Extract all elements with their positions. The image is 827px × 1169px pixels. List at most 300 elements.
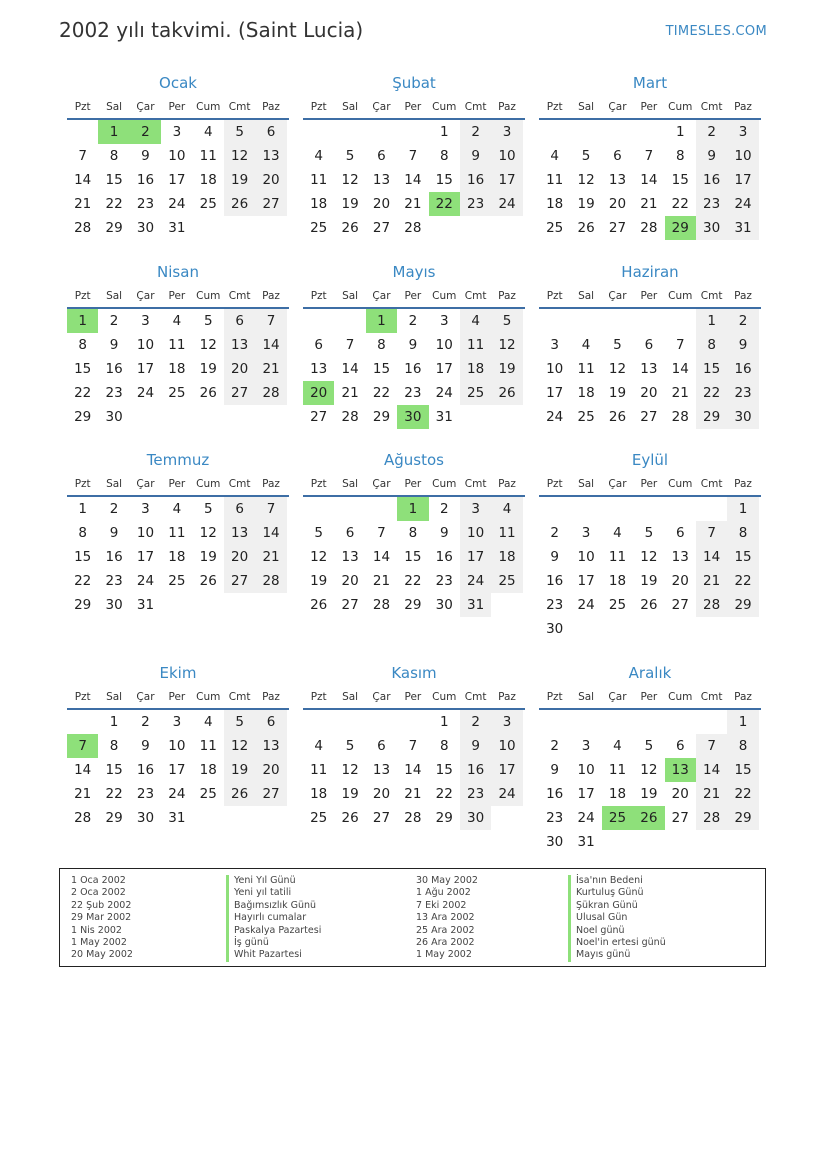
empty-day-cell [161, 593, 192, 617]
day-cell: 22 [671, 196, 689, 212]
empty-day-cell [193, 593, 224, 617]
day-cell: 30 [546, 834, 564, 850]
day-cell: 15 [74, 361, 92, 377]
week-row [539, 593, 761, 617]
day-cell: 6 [613, 148, 622, 164]
weekday-label: Per [404, 290, 422, 302]
day-cell: 28 [671, 409, 689, 425]
day-cell: 16 [460, 758, 491, 782]
month-block [539, 447, 761, 641]
day-cell: 13 [224, 521, 255, 545]
weekday-label: Çar [136, 101, 155, 113]
month-name: Nisan [157, 263, 199, 281]
day-cell: 17 [460, 545, 491, 569]
day-cell: 11 [608, 549, 627, 565]
day-cell: 19 [491, 357, 522, 381]
weekday-header [539, 473, 761, 497]
day-cell: 23 [727, 381, 758, 405]
day-cell: 6 [314, 337, 323, 353]
day-cell: 26 [310, 597, 328, 613]
empty-day-cell [224, 593, 255, 617]
day-cell: 7 [696, 734, 727, 758]
empty-day-cell [303, 120, 334, 144]
day-cell: 20 [671, 786, 689, 802]
weekday-label: Cum [432, 101, 457, 113]
weekday-label: Pzt [310, 290, 327, 302]
week-row [303, 192, 525, 216]
weekday-label: Per [640, 478, 658, 490]
day-cell: 23 [460, 192, 491, 216]
day-cell: 20 [372, 786, 391, 802]
weekday-header [303, 686, 525, 710]
day-cell: 29 [105, 220, 123, 236]
day-cell: 6 [224, 497, 255, 521]
week-row [303, 593, 525, 617]
legend-holiday-name: Noel'in ertesi günü [568, 937, 666, 949]
weekday-label: Cum [196, 290, 221, 302]
day-cell: 16 [460, 168, 491, 192]
day-cell: 1 [727, 497, 758, 521]
weekday-label: Paz [734, 290, 752, 302]
week-row [303, 309, 525, 333]
day-cell: 29 [105, 810, 123, 826]
weekday-label: Per [168, 478, 186, 490]
week-row [67, 192, 289, 216]
day-cell: 4 [581, 337, 591, 353]
month-block [539, 70, 761, 240]
day-cell: 17 [136, 549, 155, 565]
week-row [539, 806, 761, 830]
legend-holiday-name: Whit Pazartesi [226, 949, 321, 961]
legend-names-column-2 [568, 875, 666, 962]
day-cell: 10 [136, 525, 155, 541]
day-cell: 17 [168, 762, 186, 778]
empty-day-cell [334, 120, 365, 144]
day-cell: 8 [408, 525, 418, 541]
empty-day-cell [366, 120, 397, 144]
day-cell: 17 [577, 786, 595, 802]
week-row [67, 381, 289, 405]
day-cell: 8 [78, 337, 87, 353]
day-cell: 8 [727, 521, 758, 545]
day-cell: 25 [168, 573, 186, 589]
page-title: 2002 yılı takvimi. (Saint Lucia) [59, 18, 364, 42]
day-cell: 6 [345, 525, 355, 541]
day-cell: 11 [577, 361, 595, 377]
day-cell: 2 [141, 714, 150, 730]
day-cell: 5 [644, 525, 654, 541]
day-cell: 9 [439, 525, 449, 541]
day-cell: 24 [168, 786, 186, 802]
day-cell: 9 [550, 549, 559, 565]
day-cell: 14 [255, 521, 286, 545]
empty-day-cell [255, 405, 286, 429]
legend-date: 13 Ara 2002 [416, 912, 475, 924]
day-cell: 17 [136, 361, 155, 377]
day-cell: 15 [404, 549, 422, 565]
day-cell: 4 [314, 148, 323, 164]
week-row [67, 806, 289, 830]
week-row [67, 593, 289, 617]
day-cell: 5 [491, 309, 522, 333]
day-cell: 30 [727, 405, 758, 429]
holiday-day-cell: 1 [366, 309, 397, 333]
weekday-label: Cmt [700, 478, 723, 490]
week-row [67, 120, 289, 144]
weekday-label: Cmt [228, 478, 251, 490]
weekday-label: Paz [262, 101, 280, 113]
week-row [303, 168, 525, 192]
week-row [303, 357, 525, 381]
weekday-label: Cum [432, 691, 457, 703]
weekday-label: Cmt [700, 290, 723, 302]
weekday-label: Paz [734, 691, 752, 703]
day-cell: 23 [105, 573, 123, 589]
day-cell: 25 [199, 196, 217, 212]
empty-day-cell [665, 830, 696, 854]
day-cell: 7 [255, 309, 286, 333]
day-cell: 12 [341, 172, 359, 188]
day-cell: 9 [141, 738, 150, 754]
empty-day-cell [665, 617, 696, 641]
day-cell: 22 [404, 573, 422, 589]
day-cell: 22 [105, 196, 123, 212]
day-cell: 24 [460, 569, 491, 593]
day-cell: 12 [491, 333, 522, 357]
day-cell: 7 [255, 497, 286, 521]
weekday-label: Çar [608, 101, 627, 113]
legend-holiday-name: İş günü [226, 937, 321, 949]
day-cell: 7 [644, 148, 654, 164]
legend-holiday-name: Hayırlı cumalar [226, 912, 321, 924]
day-cell: 2 [109, 313, 119, 329]
day-cell: 13 [608, 172, 627, 188]
day-cell: 16 [546, 573, 564, 589]
day-cell: 6 [675, 738, 685, 754]
day-cell: 8 [109, 148, 119, 164]
day-cell: 18 [168, 361, 186, 377]
day-cell: 26 [577, 220, 595, 236]
day-cell: 3 [491, 120, 522, 144]
day-cell: 29 [727, 593, 758, 617]
legend-date: 7 Eki 2002 [416, 899, 467, 911]
day-cell: 11 [199, 738, 217, 754]
day-cell: 27 [372, 220, 391, 236]
day-cell: 1 [727, 710, 758, 734]
day-cell: 9 [550, 762, 559, 778]
week-row [539, 497, 761, 521]
week-row [539, 521, 761, 545]
week-row [539, 758, 761, 782]
day-cell: 27 [608, 220, 627, 236]
day-cell: 24 [727, 192, 758, 216]
day-cell: 30 [696, 216, 727, 240]
week-row [539, 120, 761, 144]
site-link[interactable]: TIMESLES.COM [665, 24, 767, 39]
day-cell: 2 [550, 525, 559, 541]
month-name: Mart [632, 74, 668, 92]
day-cell: 16 [136, 172, 155, 188]
weekday-label: Per [168, 101, 186, 113]
weekday-label: Paz [262, 691, 280, 703]
day-cell: 5 [613, 337, 622, 353]
day-cell: 9 [141, 148, 150, 164]
day-cell: 26 [199, 573, 217, 589]
day-cell: 17 [435, 361, 453, 377]
empty-day-cell [539, 710, 570, 734]
day-cell: 12 [224, 144, 255, 168]
holiday-day-cell: 22 [429, 192, 460, 216]
week-row [539, 144, 761, 168]
day-cell: 15 [696, 357, 727, 381]
day-cell: 12 [199, 337, 217, 353]
day-cell: 24 [136, 573, 155, 589]
weekday-label: Cum [196, 101, 221, 113]
day-cell: 21 [696, 569, 727, 593]
week-row [539, 545, 761, 569]
day-cell: 4 [203, 714, 213, 730]
day-cell: 6 [644, 337, 654, 353]
weekday-label: Cmt [464, 290, 487, 302]
day-cell: 27 [255, 192, 286, 216]
weekday-label: Sal [342, 691, 359, 703]
day-cell: 8 [675, 148, 685, 164]
day-cell: 13 [372, 172, 391, 188]
day-cell: 10 [460, 521, 491, 545]
day-cell: 7 [377, 525, 386, 541]
holiday-day-cell: 2 [130, 120, 161, 144]
empty-day-cell [255, 806, 286, 830]
day-cell: 16 [435, 549, 453, 565]
day-cell: 16 [105, 361, 123, 377]
weekday-label: Per [404, 691, 422, 703]
weekday-label: Pzt [546, 101, 563, 113]
day-cell: 7 [696, 521, 727, 545]
day-cell: 30 [435, 597, 453, 613]
day-cell: 21 [255, 357, 286, 381]
day-cell: 2 [696, 120, 727, 144]
empty-day-cell [665, 710, 696, 734]
day-cell: 15 [74, 549, 92, 565]
day-cell: 7 [408, 148, 418, 164]
empty-day-cell [570, 497, 601, 521]
day-cell: 14 [74, 762, 92, 778]
day-cell: 4 [460, 309, 491, 333]
weekday-label: Paz [498, 290, 516, 302]
week-row [539, 309, 761, 333]
day-cell: 13 [341, 549, 359, 565]
day-cell: 15 [435, 762, 453, 778]
day-cell: 24 [491, 192, 522, 216]
day-cell: 23 [404, 385, 422, 401]
weekday-header [67, 285, 289, 309]
day-cell: 17 [491, 758, 522, 782]
day-cell: 8 [439, 148, 449, 164]
weekday-label: Çar [372, 290, 391, 302]
day-cell: 19 [577, 196, 595, 212]
day-cell: 28 [74, 810, 92, 826]
day-cell: 10 [577, 762, 595, 778]
day-cell: 11 [460, 333, 491, 357]
day-cell: 1 [109, 714, 119, 730]
day-cell: 25 [460, 381, 491, 405]
day-cell: 4 [314, 738, 323, 754]
day-cell: 5 [314, 525, 323, 541]
empty-day-cell [193, 216, 224, 240]
day-cell: 12 [640, 762, 658, 778]
weekday-label: Pzt [74, 290, 91, 302]
week-row [67, 216, 289, 240]
day-cell: 12 [310, 549, 328, 565]
week-row [303, 216, 525, 240]
weekday-label: Cum [432, 290, 457, 302]
empty-day-cell [130, 405, 161, 429]
day-cell: 14 [696, 758, 727, 782]
weekday-label: Paz [734, 478, 752, 490]
week-row [539, 333, 761, 357]
day-cell: 19 [310, 573, 328, 589]
day-cell: 9 [109, 525, 119, 541]
day-cell: 7 [345, 337, 355, 353]
day-cell: 19 [199, 361, 217, 377]
empty-day-cell [696, 830, 727, 854]
day-cell: 25 [199, 786, 217, 802]
empty-day-cell [255, 216, 286, 240]
day-cell: 25 [546, 220, 564, 236]
day-cell: 14 [341, 361, 359, 377]
weekday-label: Sal [342, 290, 359, 302]
empty-day-cell [570, 120, 601, 144]
legend-holiday-name: Paskalya Pazartesi [226, 925, 321, 937]
day-cell: 8 [696, 333, 727, 357]
legend-holiday-name: İsa'nın Bedeni [568, 875, 666, 887]
day-cell: 5 [345, 738, 355, 754]
weekday-label: Sal [106, 101, 123, 113]
weekday-label: Cum [432, 478, 457, 490]
empty-day-cell [633, 617, 664, 641]
weekday-label: Per [640, 290, 658, 302]
weekday-label: Cmt [464, 101, 487, 113]
day-cell: 9 [696, 144, 727, 168]
week-row [539, 830, 761, 854]
legend-date: 1 Ağu 2002 [416, 887, 471, 899]
empty-day-cell [491, 216, 522, 240]
day-cell: 14 [404, 172, 422, 188]
day-cell: 24 [168, 196, 186, 212]
empty-day-cell [602, 710, 633, 734]
day-cell: 27 [372, 810, 391, 826]
day-cell: 20 [608, 196, 627, 212]
day-cell: 18 [460, 357, 491, 381]
weekday-label: Pzt [74, 101, 91, 113]
day-cell: 1 [675, 124, 685, 140]
empty-day-cell [303, 710, 334, 734]
weekday-header [303, 473, 525, 497]
day-cell: 18 [491, 545, 522, 569]
month-block [303, 70, 525, 240]
week-row [67, 405, 289, 429]
day-cell: 22 [696, 381, 727, 405]
day-cell: 28 [255, 569, 286, 593]
day-cell: 5 [224, 710, 255, 734]
weekday-label: Per [640, 101, 658, 113]
day-cell: 9 [727, 333, 758, 357]
day-cell: 31 [577, 834, 595, 850]
legend-date: 2 Oca 2002 [71, 887, 126, 899]
legend-holiday-name: Ulusal Gün [568, 912, 666, 924]
day-cell: 25 [577, 409, 595, 425]
week-row [67, 168, 289, 192]
empty-day-cell [255, 593, 286, 617]
day-cell: 4 [172, 313, 182, 329]
day-cell: 10 [577, 549, 595, 565]
day-cell: 24 [577, 597, 595, 613]
empty-day-cell [602, 497, 633, 521]
week-row [539, 405, 761, 429]
day-cell: 22 [727, 782, 758, 806]
empty-day-cell [539, 497, 570, 521]
empty-day-cell [491, 806, 522, 830]
day-cell: 12 [640, 549, 658, 565]
day-cell: 11 [310, 172, 328, 188]
week-row [303, 497, 525, 521]
month-block [67, 259, 289, 429]
day-cell: 2 [109, 501, 119, 517]
day-cell: 22 [372, 385, 391, 401]
day-cell: 11 [608, 762, 627, 778]
empty-day-cell [633, 710, 664, 734]
day-cell: 6 [377, 148, 386, 164]
empty-day-cell [366, 497, 397, 521]
day-cell: 19 [608, 385, 627, 401]
week-row [539, 168, 761, 192]
day-cell: 14 [640, 172, 658, 188]
legend-date: 1 May 2002 [416, 949, 472, 961]
week-row [67, 357, 289, 381]
day-cell: 27 [310, 409, 328, 425]
week-row [303, 405, 525, 429]
month-block [67, 447, 289, 617]
day-cell: 21 [372, 573, 391, 589]
day-cell: 23 [696, 192, 727, 216]
day-cell: 19 [224, 168, 255, 192]
day-cell: 22 [727, 569, 758, 593]
day-cell: 16 [404, 361, 422, 377]
weekday-label: Paz [498, 101, 516, 113]
weekday-label: Çar [372, 101, 391, 113]
month-block [539, 259, 761, 429]
empty-day-cell [602, 617, 633, 641]
weekday-label: Pzt [546, 478, 563, 490]
day-cell: 16 [546, 786, 564, 802]
day-cell: 24 [136, 385, 155, 401]
month-name: Ağustos [384, 451, 444, 469]
weekday-header [67, 686, 289, 710]
week-row [539, 192, 761, 216]
week-row [539, 782, 761, 806]
empty-day-cell [602, 120, 633, 144]
empty-day-cell [633, 120, 664, 144]
day-cell: 26 [224, 782, 255, 806]
day-cell: 25 [168, 385, 186, 401]
day-cell: 23 [435, 573, 453, 589]
legend-names-column-1 [226, 875, 321, 962]
day-cell: 3 [141, 313, 150, 329]
day-cell: 1 [696, 309, 727, 333]
empty-day-cell [491, 593, 522, 617]
empty-day-cell [67, 710, 98, 734]
day-cell: 4 [613, 525, 622, 541]
